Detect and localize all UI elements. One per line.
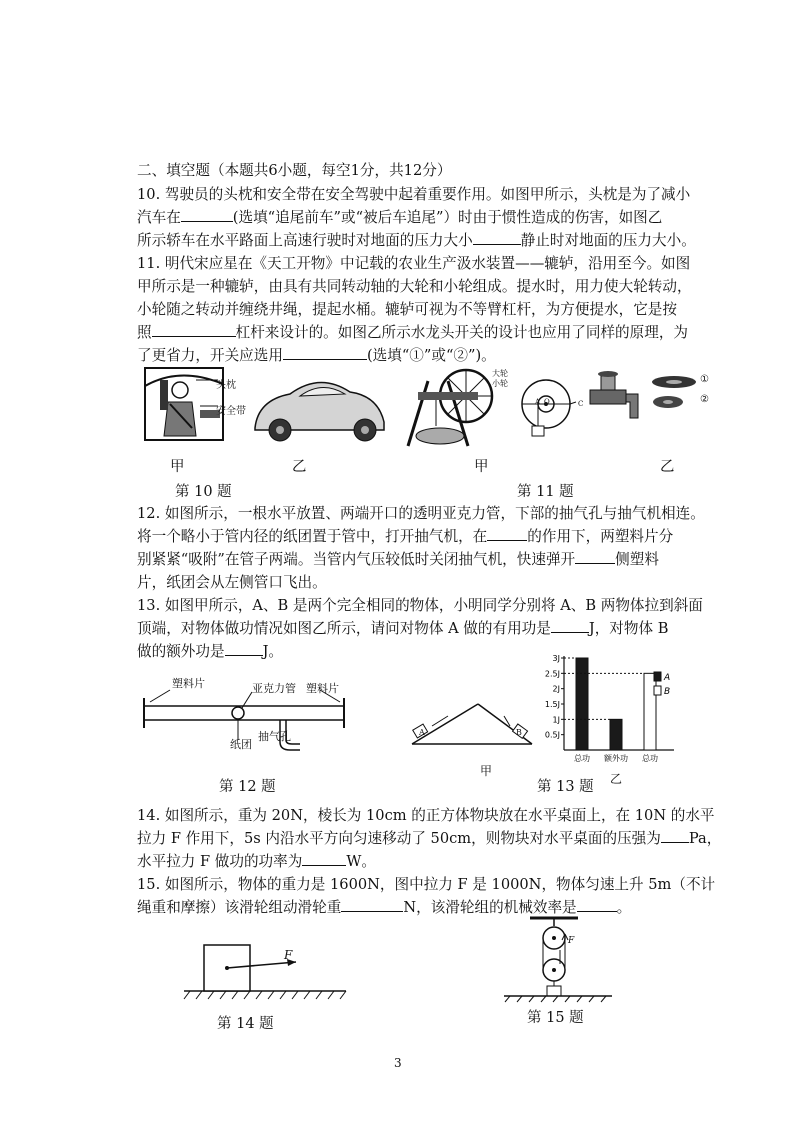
label-option-2: ②: [700, 394, 709, 405]
legend-swatch-a: [654, 672, 661, 681]
label-point-c: C: [578, 400, 584, 408]
label-plastic-right: 塑料片: [306, 682, 339, 695]
figure-13-bar-chart: [534, 648, 684, 770]
car-drawing: [255, 382, 384, 441]
switch-options-drawing: [652, 376, 696, 408]
figure-11-drawings: [398, 366, 728, 448]
q10-line3: 所示轿车在水平路面上高速行驶时对地面的压力大小 静止时对地面的压力大小。: [137, 232, 696, 249]
figure-10-drawings: [140, 366, 440, 446]
q11-line2: 甲所示是一种辘轳，由具有共同转动轴的大轮和小轮组成。提水时，用力使大轮转动，: [137, 278, 692, 295]
driver-seat-drawing: [145, 368, 223, 440]
wheel-axle-diagram: [522, 380, 576, 436]
bar-a: [610, 719, 622, 750]
answer-blank[interactable]: [551, 618, 589, 633]
page-number: 3: [394, 1056, 402, 1070]
x-category-label: 额外功: [604, 754, 628, 763]
answer-blank[interactable]: [283, 345, 367, 360]
label-big-wheel: 大轮: [492, 369, 508, 378]
fig14-caption: 第 14 题: [217, 1016, 274, 1032]
fig11-caption: 第 11 题: [517, 484, 574, 500]
windlass-drawing: [408, 370, 492, 446]
fig14-force-label: F: [284, 948, 293, 962]
fig11-label-yi: 乙: [660, 459, 675, 475]
q11-line4: 照 杠杆来设计的。如图乙所示水龙头开关的设计也应用了同样的原理，为: [137, 324, 689, 341]
legend-swatch-b: [654, 686, 661, 695]
answer-blank[interactable]: [473, 230, 521, 245]
answer-blank[interactable]: [341, 897, 403, 912]
q13-line3: 做的额外功是 J。: [137, 643, 284, 660]
fig15-caption: 第 15 题: [527, 1010, 584, 1026]
label-small-wheel: 小轮: [492, 379, 508, 388]
answer-blank[interactable]: [487, 526, 527, 541]
fig10-caption: 第 10 题: [175, 484, 232, 500]
q12-line2: 将一个略小于管内径的纸团置于管中，打开抽气机，在 的作用下，两塑料片分: [137, 528, 674, 545]
q14-line1: 14. 如图所示，重为 20N，棱长为 10cm 的正方体物块放在水平桌面上，在 10N 的水平: [137, 807, 715, 824]
q14-line3: 水平拉力 F 做功的功率为 W。: [137, 853, 376, 870]
fig13-label-jia: 甲: [480, 764, 493, 778]
answer-blank[interactable]: [152, 322, 236, 337]
answer-blank[interactable]: [661, 828, 689, 843]
label-headrest: 头枕: [216, 380, 236, 391]
q11-line1: 11. 明代宋应星在《天工开物》中记载的农业生产汲水装置——辘轳，沿用至今。如图: [137, 255, 691, 272]
y-tick-label: 2.5J: [544, 669, 560, 679]
y-tick-label: 3J: [552, 654, 560, 663]
figure-15-pulley-system: [500, 912, 620, 1004]
q10-line1: 10. 驾驶员的头枕和安全带在安全驾驶中起着重要作用。如图甲所示，头枕是为了减小: [137, 186, 691, 203]
q13-line1: 13. 如图甲所示，A、B 是两个完全相同的物体，小明同学分别将 A、B 两物体拉到斜面: [137, 597, 703, 614]
label-plastic-left: 塑料片: [172, 677, 205, 690]
label-paper-ball: 纸团: [230, 738, 252, 751]
fig11-label-jia: 甲: [474, 459, 489, 475]
figure-13-incline: [408, 690, 538, 760]
answer-blank[interactable]: [225, 641, 263, 656]
fig10-label-yi: 乙: [292, 459, 307, 475]
fig15-force-label: F: [568, 936, 575, 946]
bar-b: [644, 673, 656, 750]
load-block: [547, 986, 561, 996]
y-tick-label: 1J: [552, 715, 560, 725]
answer-blank[interactable]: [577, 897, 617, 912]
q12-line3: 别紧紧“吸附”在管子两端。当管内气压较低时关闭抽气机，快速弹开 侧塑料: [137, 551, 659, 568]
q10-line2: 汽车在 (选填“追尾前车”或“被后车追尾”）时由于惯性造成的伤害，如图乙: [137, 209, 663, 226]
label-seatbelt: 安全带: [216, 406, 246, 417]
faucet-drawing: [590, 371, 638, 418]
q14-line2: 拉力 F 作用下，5s 内沿水平方向匀速移动了 50cm，则物块对水平桌面的压强为 Pa，: [137, 830, 722, 847]
section-title: 二、填空题（本题共6小题，每空1分，共12分）: [137, 162, 452, 179]
fig12-caption: 第 12 题: [219, 779, 276, 795]
y-tick-label: 0.5J: [544, 730, 560, 740]
q12-line4: 片，纸团会从左侧管口飞出。: [137, 574, 327, 591]
fig10-label-jia: 甲: [170, 459, 185, 475]
label-point-o: O: [544, 398, 550, 406]
answer-blank[interactable]: [575, 549, 615, 564]
incline-label-a: A: [419, 728, 425, 737]
q13-line2: 顶端，对物体做功情况如图乙所示，请问对物体 A 做的有用功是 J，对物体 B: [137, 620, 669, 637]
q12-line1: 12. 如图所示，一根水平放置、两端开口的透明亚克力管，下部的抽气孔与抽气机相连。: [137, 505, 705, 522]
answer-blank[interactable]: [302, 851, 346, 866]
y-tick-label: 2J: [552, 684, 560, 694]
x-category-label: 总功: [574, 754, 590, 763]
label-point-a: A: [535, 398, 541, 406]
fig13-label-yi: 乙: [610, 772, 623, 786]
incline-label-b: B: [516, 728, 522, 737]
bar-a: [576, 658, 588, 750]
q15-line2: 绳重和摩擦）该滑轮组动滑轮重 N，该滑轮组的机械效率是 。: [137, 899, 632, 916]
q11-line3: 小轮随之转动并缠绕井绳，提起水桶。辘轳可视为不等臂杠杆，为方便提水，它是按: [137, 301, 677, 318]
x-category-label: 总功: [642, 754, 658, 763]
label-acrylic-tube: 亚克力管: [252, 682, 296, 695]
label-vent-hole: 抽气孔: [258, 730, 291, 743]
fig13-caption: 第 13 题: [537, 779, 594, 795]
y-tick-label: 1.5J: [544, 700, 560, 709]
figure-14-block-diagram: [180, 935, 350, 1005]
legend-label-b: B: [664, 687, 671, 697]
label-option-1: ①: [700, 374, 709, 385]
answer-blank[interactable]: [181, 207, 233, 222]
q11-line5: 了更省力，开关应选用 (选填“①”或“②”)。: [137, 347, 496, 364]
legend-label-a: A: [664, 673, 671, 683]
q15-line1: 15. 如图所示，物体的重力是 1600N，图中拉力 F 是 1000N，物体匀速上升 5m（不计: [137, 876, 716, 893]
